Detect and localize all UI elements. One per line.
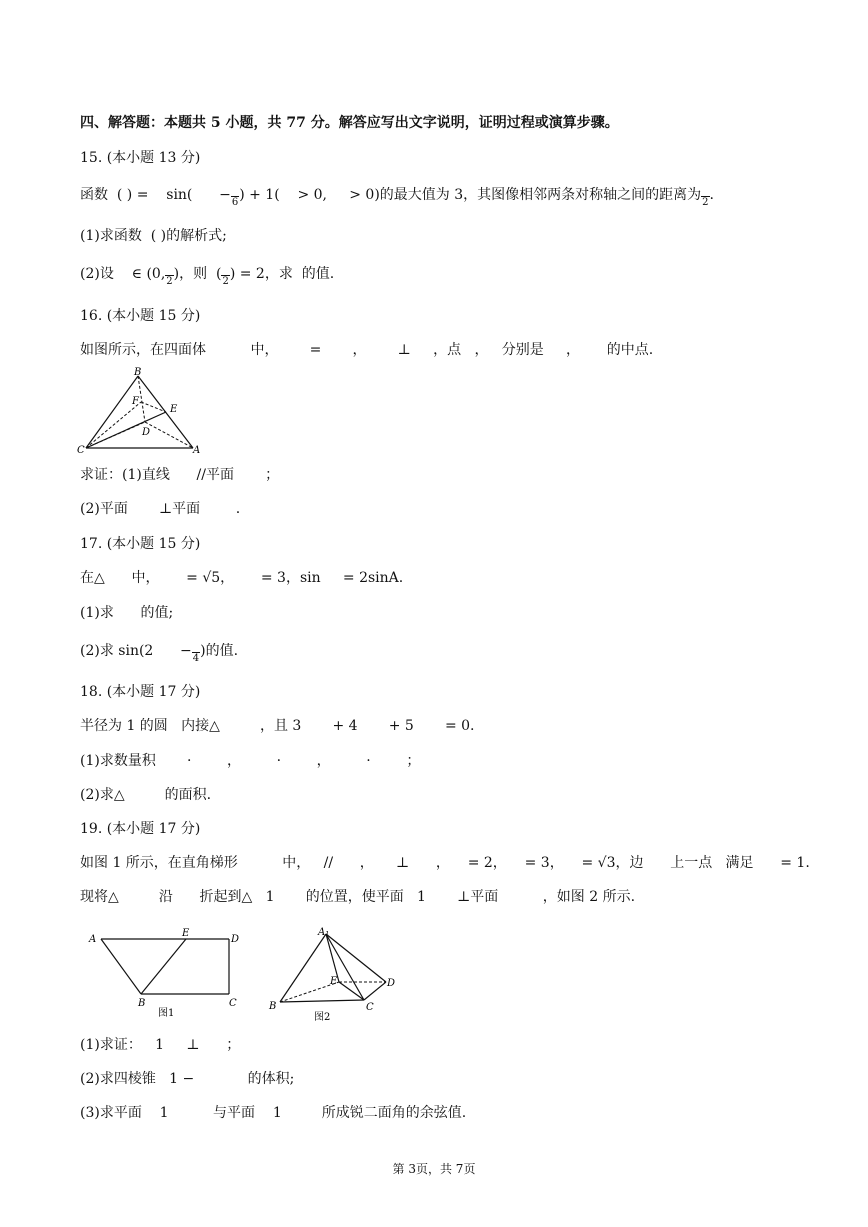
q15-part-2-a: (2)设 ∈ (0, bbox=[80, 266, 166, 282]
q16-tetrahedron-figure bbox=[76, 364, 206, 459]
label-a: A bbox=[89, 934, 97, 945]
q15-part-2-fraction-1: 2 bbox=[166, 276, 173, 287]
figure-1-caption: 图1 bbox=[158, 1008, 175, 1019]
q17-stem: 在△ 中， = √5， = 3，sin = 2sinA. bbox=[80, 570, 404, 586]
q19-header: 19. (本小题 17 分) bbox=[80, 821, 201, 837]
edge-cd bbox=[364, 982, 386, 1000]
label-b: B bbox=[138, 998, 146, 1009]
q18-part-2: (2)求△ 的面积. bbox=[80, 787, 212, 803]
q19-part-1: (1)求证： 1 ⊥ ； bbox=[80, 1037, 241, 1053]
edge-bc bbox=[280, 1000, 364, 1002]
label-a: A bbox=[193, 445, 201, 456]
q17-part-2-fraction: 4 bbox=[192, 653, 200, 664]
q16-stem: 如图所示，在四面体 中， = ， ⊥ ，点 ， 分别是 ， 的中点. bbox=[80, 342, 654, 358]
q19-figure-1-trapezoid bbox=[86, 924, 256, 1020]
q17-header: 17. (本小题 15 分) bbox=[80, 536, 201, 552]
edge-da bbox=[145, 422, 193, 448]
edge-a1d bbox=[326, 934, 386, 982]
q15-part-2 bbox=[80, 264, 334, 287]
q15-stem-part-b: ) + 1( > 0, > 0)的最大值为 3，其图像相邻两条对称轴之间的距离为 bbox=[239, 187, 702, 203]
q15-stem-fraction-2: 2 bbox=[702, 197, 709, 208]
segment-be bbox=[141, 939, 186, 994]
label-d: D bbox=[231, 934, 240, 945]
q15-stem-end: . bbox=[709, 187, 714, 203]
q15-stem bbox=[80, 185, 714, 208]
q15-part-2-b: )，则 ( bbox=[173, 266, 222, 282]
q18-stem: 半径为 1 的圆 内接△ ，且 3 + 4 + 5 = 0. bbox=[80, 718, 475, 734]
q16-header: 16. (本小题 15 分) bbox=[80, 308, 201, 324]
label-d: D bbox=[142, 427, 151, 438]
q15-stem-part-a: 函数 ( ) = sin( − bbox=[80, 187, 231, 203]
segment-ce bbox=[86, 412, 166, 448]
q17-part-2 bbox=[80, 641, 238, 664]
edge-ec bbox=[339, 982, 364, 1000]
label-c: C bbox=[77, 445, 85, 456]
q18-part-1: (1)求数量积 · ， · ， · ； bbox=[80, 753, 421, 769]
label-c: C bbox=[229, 998, 237, 1009]
q19-part-3: (3)求平面 1 与平面 1 所成锐二面角的余弦值. bbox=[80, 1105, 467, 1121]
q17-part-2-a: (2)求 sin(2 − bbox=[80, 643, 192, 659]
q15-part-1: (1)求函数 ( )的解析式; bbox=[80, 228, 227, 244]
q19-stem-line-1: 如图 1 所示，在直角梯形 中， // ， ⊥ ， = 2， = 3， = √3，边 上一点 满足 = 1. bbox=[80, 855, 810, 871]
figure-2-caption: 图2 bbox=[314, 1012, 331, 1023]
label-a1: A₁ bbox=[318, 927, 330, 938]
q16-part-2: (2)平面 ⊥平面 . bbox=[80, 501, 241, 517]
label-f: F bbox=[132, 396, 139, 407]
q18-header: 18. (本小题 17 分) bbox=[80, 684, 201, 700]
label-e: E bbox=[182, 928, 190, 939]
edge-ba bbox=[101, 939, 141, 994]
section-heading: 四、解答题：本题共 5 小题，共 77 分。解答应写出文字说明，证明过程或演算步骤。 bbox=[80, 115, 619, 131]
q15-part-2-c: ) = 2，求 的值. bbox=[229, 266, 335, 282]
q16-part-1: 求证：(1)直线 //平面 ； bbox=[80, 467, 280, 483]
q15-part-2-fraction-2: 2 bbox=[222, 276, 229, 287]
edge-a1b bbox=[280, 934, 326, 1002]
q17-part-1: (1)求 的值; bbox=[80, 605, 174, 621]
edge-bc bbox=[86, 376, 138, 448]
q19-part-2: (2)求四棱锥 1 − 的体积; bbox=[80, 1071, 295, 1087]
q15-stem-fraction-1: 6 bbox=[231, 197, 239, 208]
label-b: B bbox=[269, 1001, 277, 1012]
edge-a1c bbox=[326, 934, 364, 1000]
page-footer: 第 3页，共 7页 bbox=[392, 1162, 476, 1176]
q19-figure-2-pyramid bbox=[266, 922, 406, 1024]
q19-stem-line-2: 现将△ 沿 折起到△ 1 的位置，使平面 1 ⊥平面 ，如图 2 所示. bbox=[80, 889, 636, 905]
label-d: D bbox=[387, 978, 396, 989]
q15-header: 15. (本小题 13 分) bbox=[80, 150, 201, 166]
label-c: C bbox=[366, 1002, 374, 1013]
label-e: E bbox=[170, 404, 178, 415]
label-b: B bbox=[134, 367, 142, 378]
label-e: E bbox=[330, 976, 338, 987]
q17-part-2-b: )的值. bbox=[200, 643, 239, 659]
edge-a1e bbox=[326, 934, 339, 982]
